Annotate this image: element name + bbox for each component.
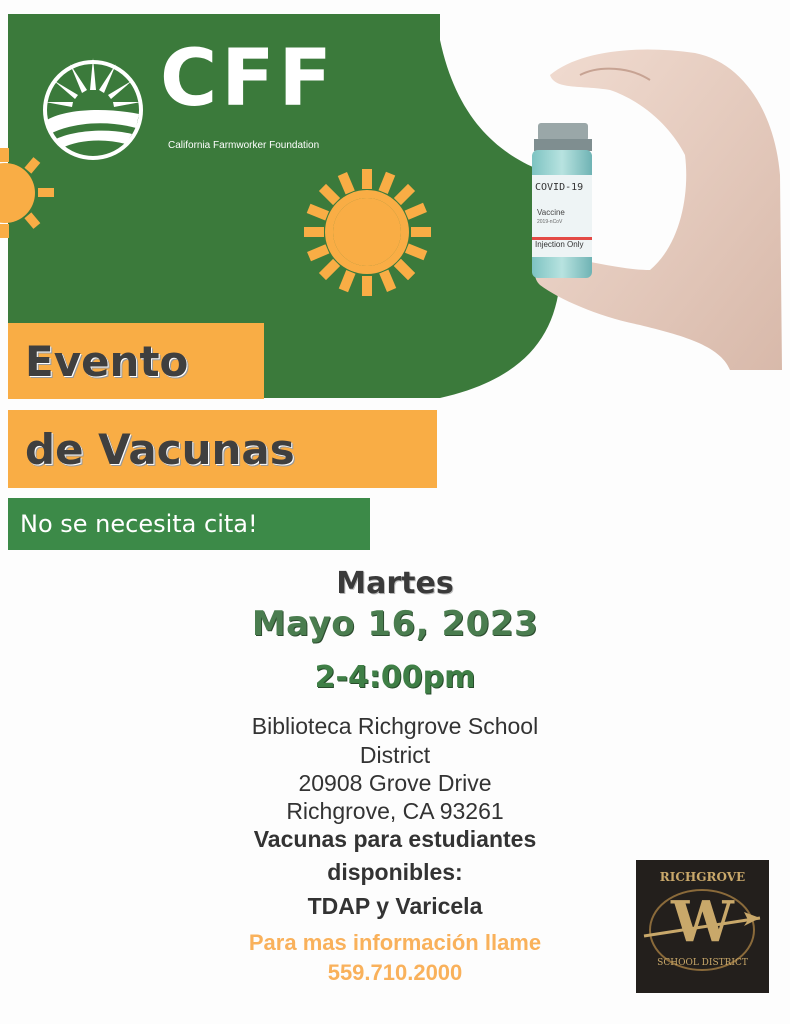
virus-partial-icon xyxy=(0,148,55,238)
city-address: Richgrove, CA 93261 xyxy=(286,798,504,824)
vial-label-injection: Injection Only xyxy=(535,240,584,249)
school-bottom-text: SCHOOL DISTRICT xyxy=(657,958,748,968)
vial-label-title: COVID-19 xyxy=(535,182,584,193)
street-address: 20908 Grove Drive xyxy=(298,770,492,796)
vial-label-code: 2019-nCoV xyxy=(537,219,563,225)
school-top-text: RICHGROVE xyxy=(659,870,746,884)
contact-prompt: Para mas información llame xyxy=(248,930,542,955)
event-day: Martes xyxy=(336,566,454,601)
school-district-logo xyxy=(636,860,769,993)
vial-label-vaccine: Vaccine xyxy=(537,208,565,217)
banner-evento xyxy=(8,323,264,399)
logo-acronym: CFF xyxy=(160,34,336,124)
logo-full-name: California Farmworker Foundation xyxy=(168,140,320,151)
contact-phone: 559.710.2000 xyxy=(327,960,463,985)
vaccines-available: TDAP y Varicela xyxy=(307,893,483,919)
students-line2: disponibles: xyxy=(327,859,463,885)
banner-no-appointment xyxy=(8,498,370,550)
virus-icon xyxy=(300,165,435,300)
sun-field-logo-icon xyxy=(38,50,148,160)
no-appointment-text: No se necesita cita! xyxy=(20,510,258,538)
location-line2: District xyxy=(359,742,431,768)
headline-line2: de Vacunas xyxy=(25,425,295,474)
event-date: Mayo 16, 2023 xyxy=(251,604,539,644)
school-letter: W xyxy=(671,889,734,955)
headline-line1: Evento xyxy=(25,337,189,386)
students-line1: Vacunas para estudiantes xyxy=(253,826,537,852)
banner-de-vacunas xyxy=(8,410,437,488)
location-line1: Biblioteca Richgrove School xyxy=(251,713,539,739)
event-time: 2-4:00pm xyxy=(314,660,476,695)
